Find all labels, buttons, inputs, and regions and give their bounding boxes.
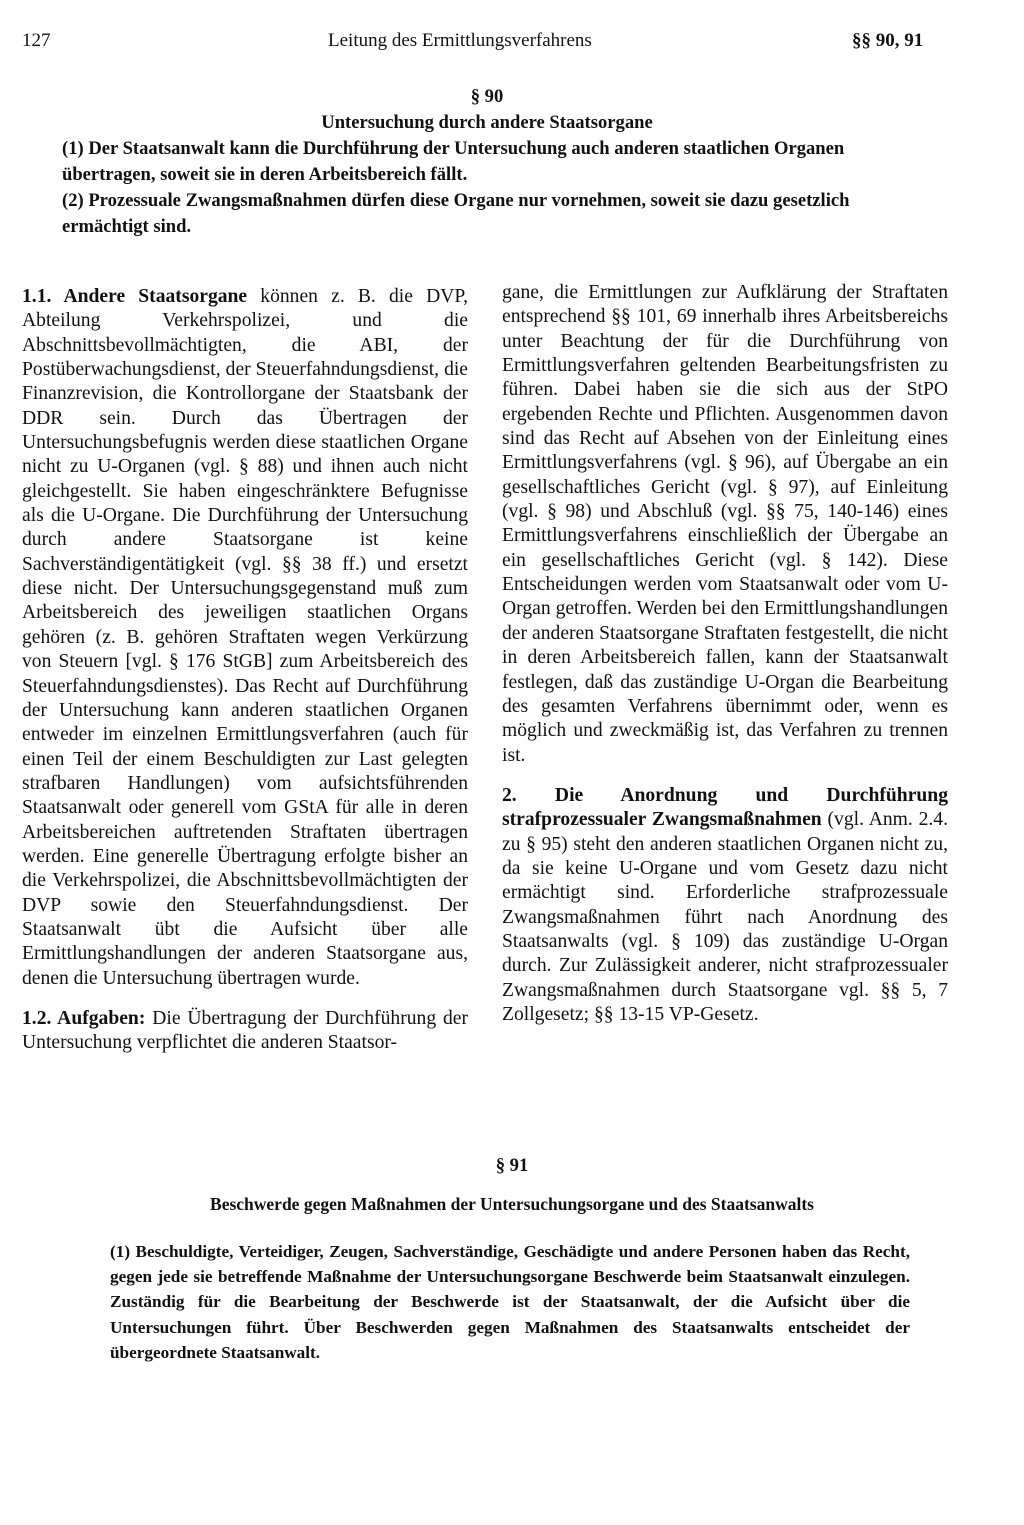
section-90-paragraph-1: (1) Der Staatsanwalt kann die Durchführung der Untersuchung auch anderen staatlichen Organen übertragen, soweit sie in deren Arbeitsbereich fällt. [62, 138, 845, 185]
section-90-title: Untersuchung durch andere Staatsorgane [321, 112, 653, 133]
commentary-left-column [22, 285, 468, 1056]
commentary-2-text: (vgl. Anm. 2.4. zu § 95) steht den anderen staatlichen Organen nicht zu, da sie keine U-Organe und vom Gesetz dazu nicht ermächtigt sind. Erforderliche strafprozessuale Zwangsmaßnahmen führt nach Anordnung des Staatsanwalts (vgl. § 109) das zuständige U-Organ durch. Zur Zulässigkeit anderer, nicht strafprozessualer Zwangsmaßnahmen durch Staatsorgane vgl. §§ 5, 7 Zollgesetz; §§ 13-15 VP-Gesetz. [502, 809, 948, 1025]
section-91-number: § 91 [495, 1155, 529, 1176]
section-91-statute [110, 1153, 910, 1365]
running-title: Leitung des Ermittlungsverfahrens [328, 30, 592, 51]
section-90-number: § 90 [470, 86, 504, 107]
section-90-statute [62, 84, 892, 240]
section-91-title: Beschwerde gegen Maßnahmen der Untersuchungsorgane und des Staatsanwalts [210, 1194, 814, 1214]
commentary-2-label: 2. Die Anordnung und Durchführung strafprozessualer Zwangsmaßnahmen [502, 784, 948, 831]
commentary-right-column [502, 281, 948, 1027]
commentary-1-1-label: 1.1. Andere Staatsorgane [22, 286, 248, 307]
commentary-1-2-start [22, 1007, 468, 1056]
commentary-2 [502, 784, 948, 1027]
page-number: 127 [22, 30, 51, 51]
commentary-1-1-text: können z. B. die DVP, Abteilung Verkehrspolizei, und die Abschnittsbevollmächtigten, die ABI, der Postüberwachungsdienst, der Steuerfahndungsdienst, die Finanzrevision, die Kontrollorgane der Staatsbank der DDR sein. Durch das Übertragen der Untersuchungsbefugnis werden diese staatlichen Organe nicht zu U-Organen (vgl. § 88) und ihnen auch nicht gleichgestellt. Sie haben eingeschränktere Befugnisse als die U-Organe. Die Durchführung der Untersuchung durch andere Staatsorgane ist keine Sachverständigentätigkeit (vgl. §§ 38 ff.) und ersetzt diese nicht. Der Untersuchungsgegenstand muß zum Arbeitsbereich des jeweiligen staatlichen Organs gehören (z. B. gehören Straftaten wegen Verkürzung von Steuern [vgl. § 176 StGB] zum Arbeitsbereich des Steuerfahndungsdienstes). Das Recht auf Durchführung der Untersuchung kann anderen staatlichen Organen entweder im einzelnen Ermittlungsverfahren (auch für einen Teil der einem Beschuldigten zur Last gelegten strafbaren Handlungen) vom aufsichtsführenden Staatsanwalt oder generell vom GStA für alle in deren Arbeitsbereichen auftretenden Straftaten übertragen werden. Eine generelle Übertragung erfolgte bisher an die Verkehrspolizei, die Abschnittsbevollmächtigten der DVP sowie den Steuerfahndungsdienst. Der Staatsanwalt übt die Aufsicht über alle Ermittlungshandlungen der anderen Staatsorgane aus, denen die Untersuchung übertragen wurde. [22, 286, 468, 989]
section-91-paragraph-1: (1) Beschuldigte, Verteidiger, Zeugen, Sachverständige, Geschädigte und andere Personen haben das Recht, gegen jede sie betreffende Maßnahme der Untersuchungsorgane Beschwerde beim Staatsanwalt einzulegen. Zuständig für die Bearbeitung der Beschwerde ist der Staatsanwalt, der die Aufsicht über die Untersuchungen führt. Über Beschwerden gegen Maßnahmen des Staatsanwalts entscheidet der übergeordnete Staatsanwalt. [110, 1242, 910, 1362]
section-90-paragraph-2: (2) Prozessuale Zwangsmaßnahmen dürfen diese Organe nur vornehmen, soweit sie dazu gesetzlich ermächtigt sind. [62, 190, 850, 237]
commentary-1-2-label: 1.2. Aufgaben: [22, 1007, 146, 1029]
commentary-1-2-text-left: Die Übertragung der Durchführung der Untersuchung verpflichtet die anderen Staatsor- [22, 1007, 469, 1054]
commentary-1-2-continued: gane, die Ermittlungen zur Aufklärung der Straftaten entsprechend §§ 101, 69 innerhalb ihres Arbeitsbereichs unter Beachtung der für die Durchführung von Ermittlungsverfahren geltenden Bearbeitungsfristen zu führen. Dabei haben sie die sich aus der StPO ergebenden Rechte und Pflichten. Ausgenommen davon sind das Recht auf Absehen von der Einleitung eines Ermittlungsverfahrens (vgl. § 96), auf Übergabe an ein gesellschaftliches Gericht (vgl. § 97), auf Einleitung (vgl. § 98) und Abschluß (vgl. §§ 75, 140-146) eines Ermittlungsverfahrens einschließlich der Übergabe an ein gesellschaftliches Gericht (vgl. § 142). Diese Entscheidungen werden vom Staatsanwalt oder vom U-Organ getroffen. Werden bei den Ermittlungshandlungen der anderen Staatsorgane Straftaten festgestellt, die nicht in deren Arbeitsbereich fallen, kann der Staatsanwalt festlegen, daß das zuständige U-Organ die Bearbeitung des gesamten Verfahrens übernimmt oder, wenn es möglich und zweckmäßig ist, das Verfahren zu trennen ist. [502, 282, 948, 766]
commentary-1-1 [22, 285, 468, 991]
running-sections: §§ 90, 91 [852, 30, 924, 51]
